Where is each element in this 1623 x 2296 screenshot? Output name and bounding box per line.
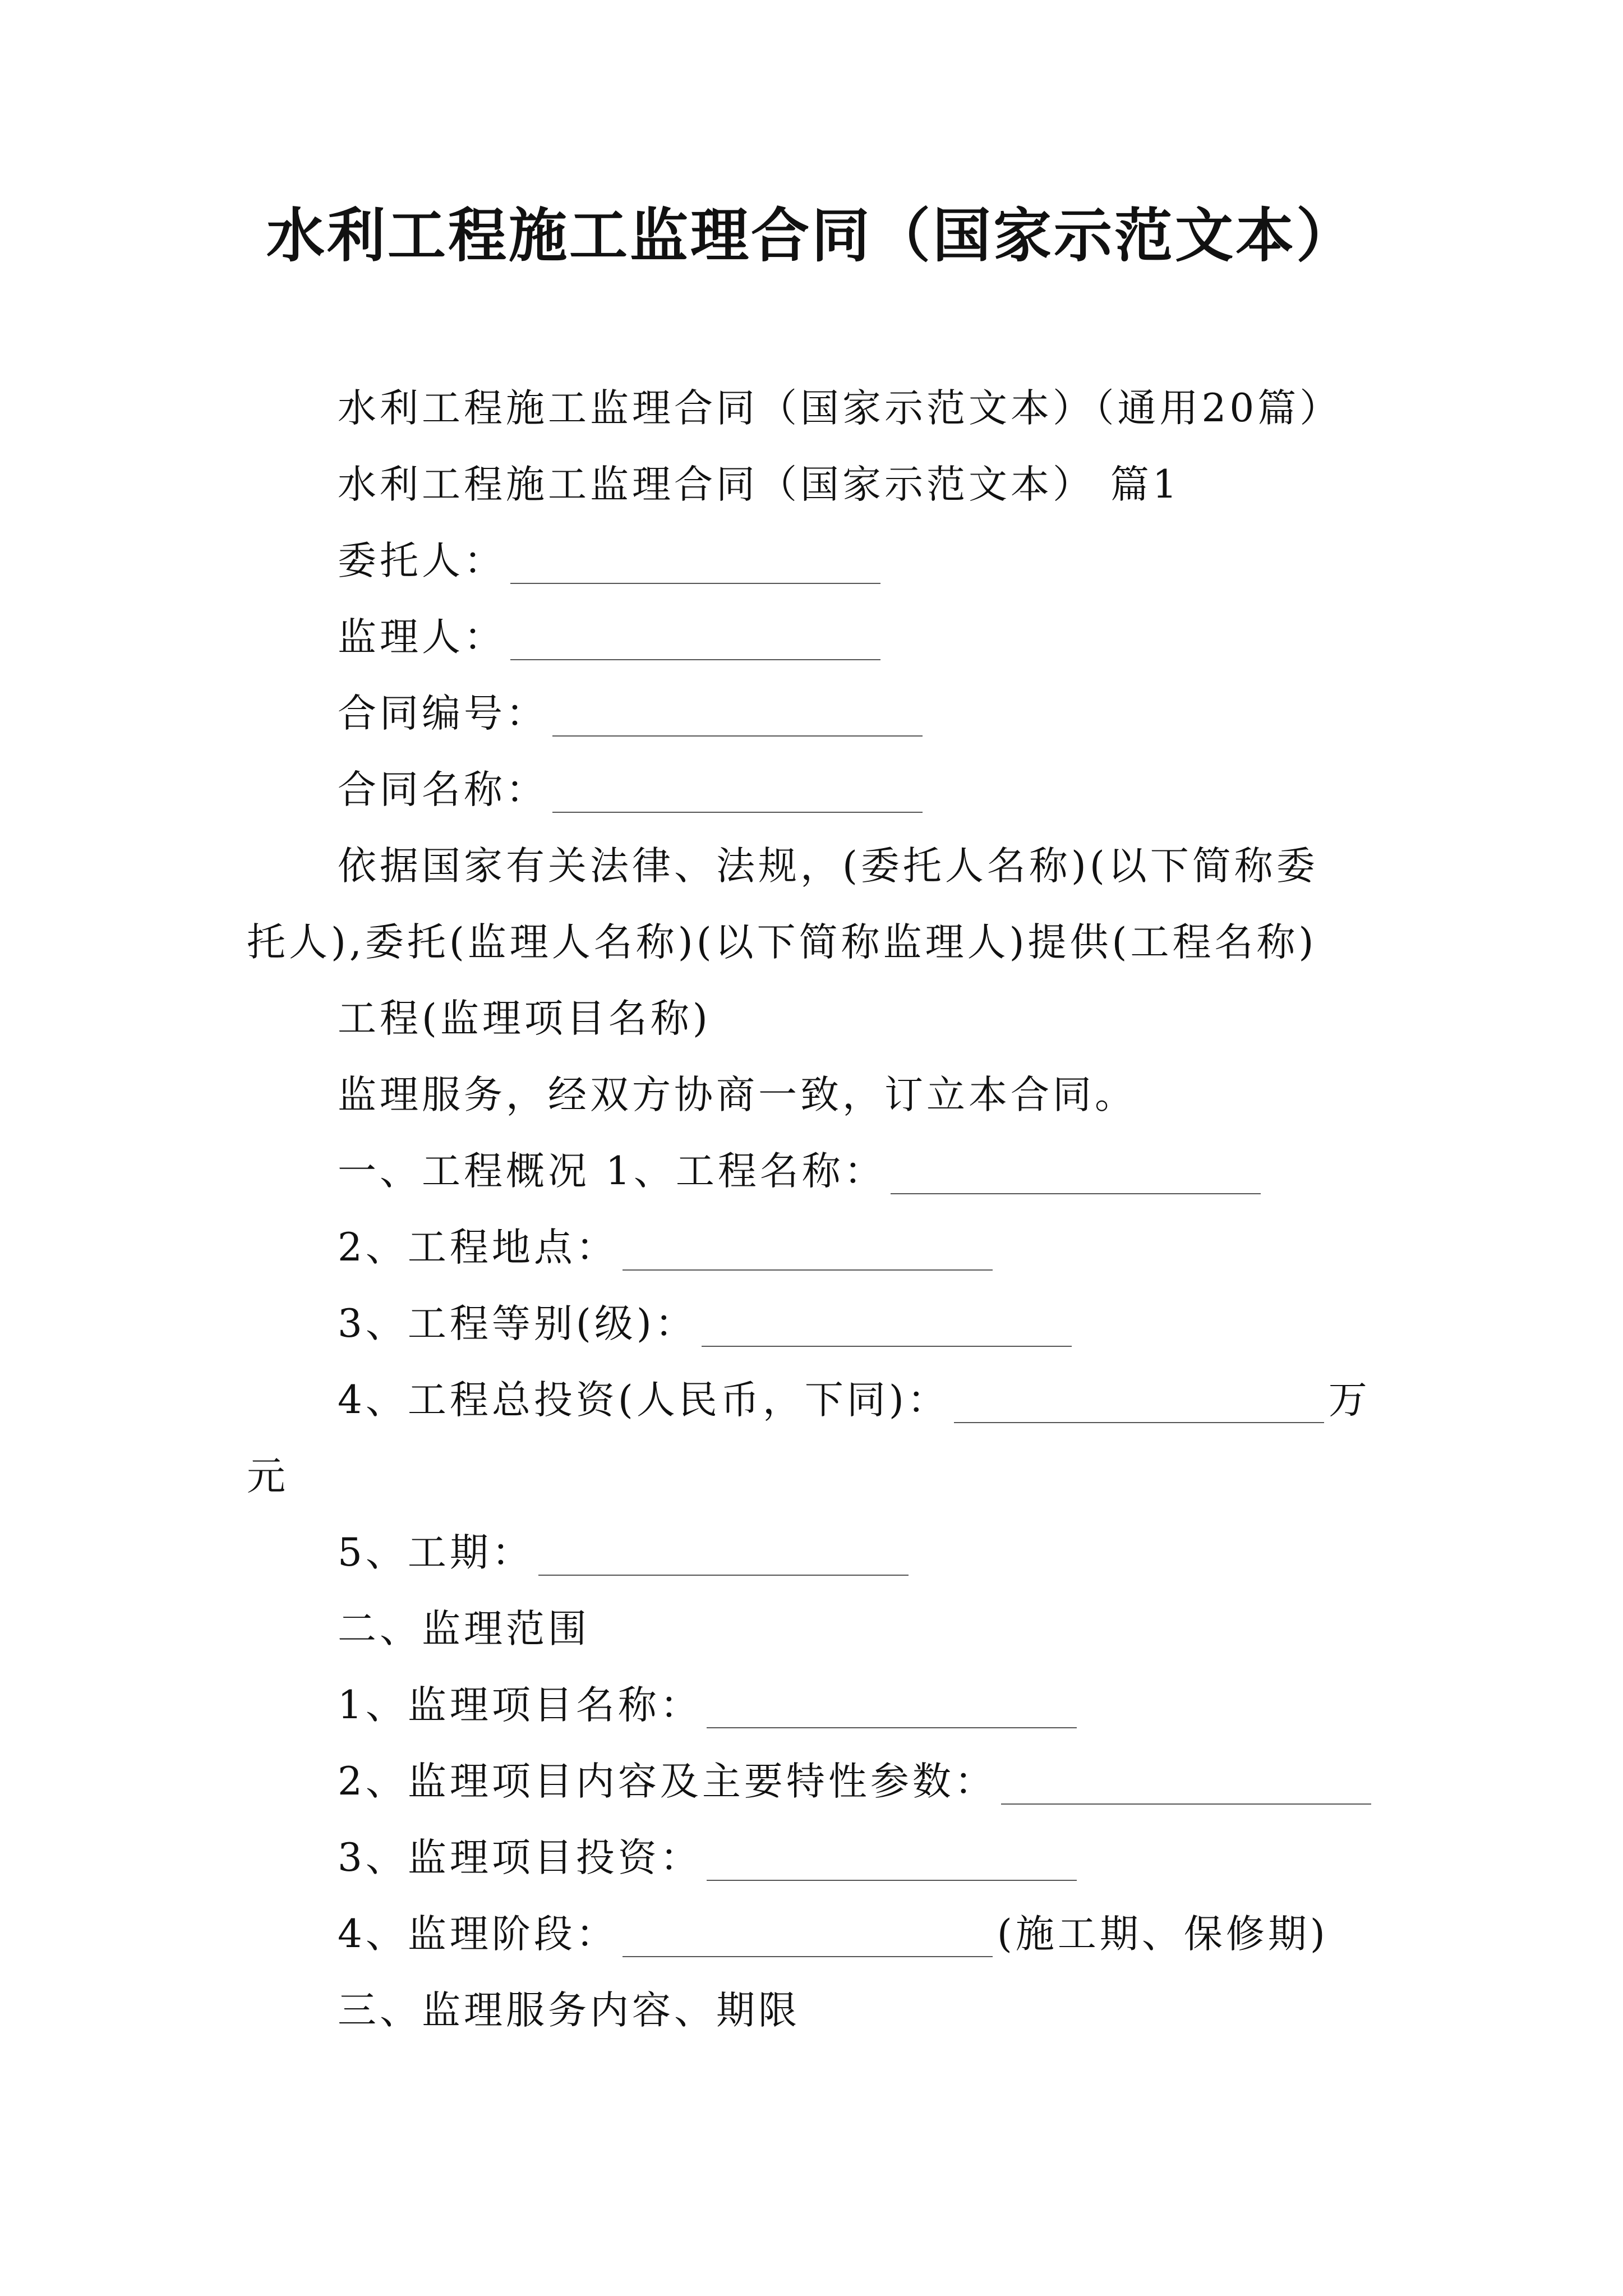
project-duration-blank[interactable]: [538, 1535, 909, 1576]
project-grade-blank[interactable]: [702, 1306, 1072, 1347]
preamble-line-2: 托人),委托(监理人名称)(以下简称监理人)提供(工程名称): [247, 920, 1317, 965]
project-name-blank[interactable]: [891, 1154, 1261, 1194]
preamble-line-1: 依据国家有关法律、法规，(委托人名称)(以下简称委: [338, 844, 1318, 889]
contract-name-field: [247, 752, 1391, 828]
supervision-stage-blank[interactable]: [623, 1917, 993, 1957]
supervision-content-label: 2、监理项目内容及主要特性参数：: [338, 1759, 997, 1804]
project-investment-blank[interactable]: [954, 1383, 1324, 1423]
project-grade-label: 3、工程等别(级)：: [338, 1301, 697, 1346]
preamble-line-4: 监理服务，经双方协商一致，订立本合同。: [338, 1073, 1137, 1117]
project-location-field: [247, 1209, 1391, 1286]
project-location-label: 2、工程地点：: [338, 1225, 618, 1270]
supervision-content-blank[interactable]: [1001, 1764, 1371, 1805]
investment-unit-a: 万: [1328, 1378, 1371, 1423]
supervisor-blank[interactable]: [510, 620, 880, 660]
document-title: 水利工程施工监理合同（国家示范文本）: [266, 201, 1357, 270]
supervision-content-field: [247, 1743, 1391, 1820]
supervision-stage-field: [247, 1896, 1391, 1972]
contract-no-label: 合同编号：: [338, 691, 548, 736]
supervisor-field: [247, 599, 1391, 675]
supervision-item-name-blank[interactable]: [707, 1688, 1077, 1728]
investment-unit-b-line: 元: [247, 1454, 289, 1499]
section3-heading: 三、监理服务内容、期限: [338, 1988, 800, 2033]
contract-no-field: [247, 675, 1391, 752]
project-duration-label: 5、工期：: [338, 1530, 534, 1575]
document-body: [247, 370, 1391, 2049]
supervision-stage-label: 4、监理阶段：: [338, 1912, 618, 1957]
client-blank[interactable]: [510, 544, 880, 584]
contract-name-blank[interactable]: [552, 772, 923, 813]
supervision-investment-field: [247, 1820, 1391, 1896]
contract-name-label: 合同名称：: [338, 767, 548, 812]
supervision-stage-suffix: (施工期、保修期): [997, 1912, 1329, 1957]
project-grade-field: [247, 1286, 1391, 1362]
supervision-investment-blank[interactable]: [707, 1841, 1077, 1881]
contract-no-blank[interactable]: [552, 696, 923, 737]
client-label: 委托人：: [338, 539, 506, 583]
supervision-item-name-field: [247, 1667, 1391, 1743]
supervisor-label: 监理人：: [338, 615, 506, 660]
supervision-investment-label: 3、监理项目投资：: [338, 1835, 702, 1880]
project-investment-field: [247, 1362, 1391, 1438]
section-heading: 水利工程施工监理合同（国家示范文本） 篇1: [338, 462, 1181, 507]
section2-heading: 二、监理范围: [338, 1607, 590, 1651]
project-investment-label: 4、工程总投资(人民币，下同)：: [338, 1378, 949, 1423]
project-duration-field: [247, 1515, 1391, 1591]
preamble-line-3: 工程(监理项目名称): [338, 996, 711, 1041]
supervision-item-name-label: 1、监理项目名称：: [338, 1683, 702, 1728]
subtitle: 水利工程施工监理合同（国家示范文本）（通用20篇）: [338, 386, 1342, 431]
project-name-field: [247, 1133, 1391, 1209]
client-field: [247, 523, 1391, 599]
project-location-blank[interactable]: [623, 1230, 993, 1271]
project-name-label: 一、工程概况 1、工程名称：: [338, 1149, 886, 1194]
